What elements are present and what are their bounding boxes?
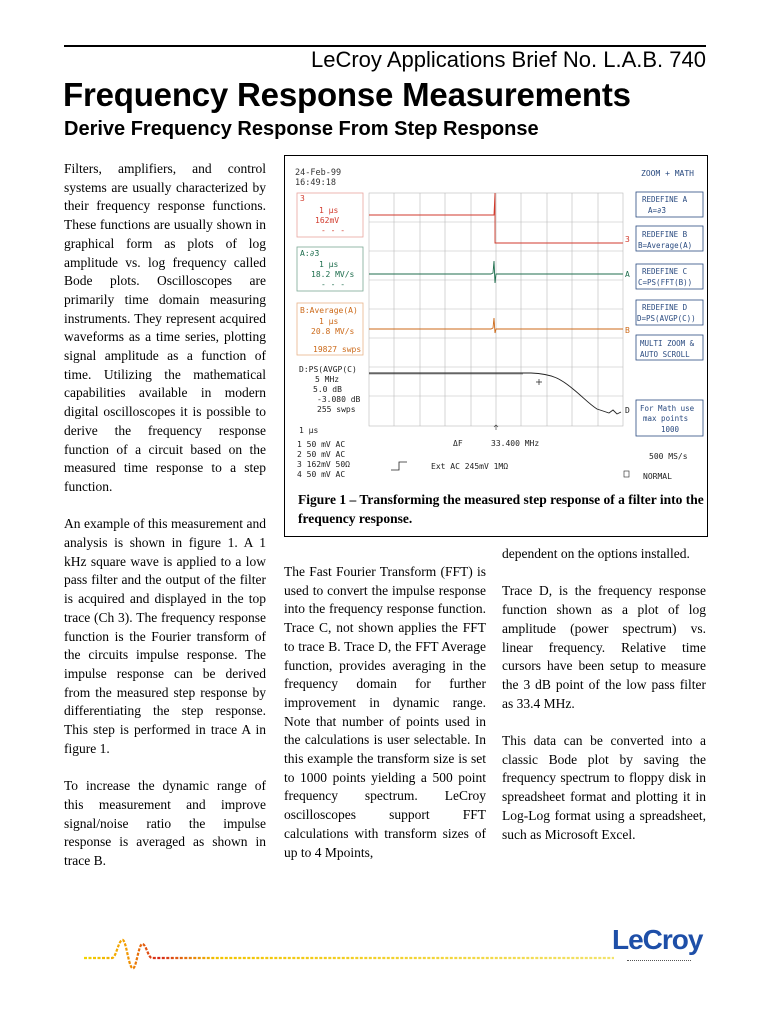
delta-f-label: ΔF — [453, 439, 463, 448]
paragraph: To increase the dynamic range of this measurement and improve signal/noise ratio the impulse response is averaged as shown in trace B. — [64, 778, 266, 868]
svg-text:D=PS(AVGP(C)): D=PS(AVGP(C)) — [637, 314, 696, 323]
svg-text:REDEFINE C: REDEFINE C — [642, 267, 688, 276]
menu-multi-zoom[interactable] — [636, 335, 703, 360]
trace-label-d — [299, 365, 361, 414]
scope-date: 24-Feb-99 — [295, 168, 342, 178]
svg-text:MULTI ZOOM &: MULTI ZOOM & — [640, 339, 695, 348]
trace-d-db: 5.0 dB — [313, 385, 342, 394]
menu-math-points[interactable] — [636, 400, 703, 436]
paragraph: Filters, amplifiers, and control systems are usually characterized by their frequency response functions. These functions are usually shown in graphical form as plots of log amplitude vs. log frequency called Bode plots. Oscilloscopes are primarily time domain measuring instruments. They represent acquired waveforms as a time series, plotting signal amplitude as a function of time. Utilizing the mathematical capabilities available in modern digital oscilloscopes it is possible to derive the frequency response function of a circuit based on the measured time response to a step function. — [64, 161, 266, 494]
channel-4-setting: 4 50 mV AC — [297, 470, 346, 479]
menu-redefine-a[interactable] — [636, 192, 703, 217]
trace-d-label: D:PS(AVGP(C) — [299, 365, 357, 374]
figure-caption: Figure 1 – Transforming the measured step response of a filter into the frequency response. — [298, 492, 704, 526]
delta-f-value: 33.400 MHz — [491, 439, 540, 448]
oscilloscope-screen — [291, 163, 707, 488]
lecroy-logo: LeCroy — [612, 924, 703, 955]
trace-label-b — [297, 303, 363, 355]
channel-2-setting: 2 50 mV AC — [297, 450, 346, 459]
brief-number: LeCroy Applications Brief No. L.A.B. 740 — [311, 47, 706, 72]
paragraph: The Fast Fourier Transform (FFT) is used to convert the impulse response into the frequency response function. Trace C, not shown applies the FFT to trace B. Trace D, the FFT Average function, provides averaging in the frequency domain for further improvement in dynamic range. Note that number of points used in the calculations is user selectable. In this example the transform size is set to 1000 points yielding a 500 point frequency spectrum. LeCroy oscilloscopes support FFT calculations with transform sizes of up to 4 Mpoints, — [284, 564, 486, 860]
trace-d-scale: 5 MHz — [315, 375, 340, 384]
ch3-scale: 162mV — [315, 216, 340, 225]
trace-b-sweeps: 19827 swps — [313, 345, 362, 354]
paragraph: dependent on the options installed. — [502, 546, 690, 561]
trace-a-offset: - - - — [321, 280, 346, 289]
page-title: Frequency Response Measurements — [63, 76, 631, 113]
scope-mode: ZOOM + MATH — [641, 169, 694, 178]
trace-b-marker: B — [625, 326, 630, 335]
channel-1-setting: 1 50 mV AC — [297, 440, 346, 449]
ch3-label: 3 — [300, 194, 305, 203]
page-subtitle: Derive Frequency Response From Step Response — [64, 118, 539, 140]
trace-a-marker: A — [625, 270, 630, 279]
scope-menu — [636, 192, 703, 436]
trace-b-scale: 20.8 MV/s — [311, 327, 355, 336]
svg-text:A=∂̃3: A=∂̃3 — [648, 206, 667, 215]
graticule — [369, 193, 623, 426]
footer-waveform — [84, 934, 614, 974]
cursor-marker — [536, 379, 542, 385]
trace-a-timebase: 1 μs — [319, 260, 339, 269]
menu-redefine-b[interactable] — [636, 226, 703, 251]
column-1 — [64, 160, 266, 889]
trace-d-level: -3.080 dB — [317, 395, 361, 404]
scope-time: 16:49:18 — [295, 178, 336, 188]
paragraph: An example of this measurement and analysis is shown in figure 1. A 1 kHz square wave is applied to a low pass filter and the output of the filter is acquired and displayed in the top trace (Ch 3). The frequency response function is the Fourier transform of the circuits impulse response. The impulse response can be derived from the measured step response by differentiating the step response. This step is performed in trace A in figure 1. — [64, 516, 266, 756]
svg-text:AUTO SCROLL: AUTO SCROLL — [640, 350, 690, 359]
menu-redefine-c[interactable] — [636, 264, 703, 289]
menu-redefine-d[interactable] — [636, 300, 703, 325]
svg-text:REDEFINE B: REDEFINE B — [642, 230, 688, 239]
column-3 — [502, 545, 706, 863]
svg-text:REDEFINE D: REDEFINE D — [642, 303, 688, 312]
trace-a-label: A:∂̃3 — [300, 249, 320, 258]
trigger-edge-icon — [391, 462, 407, 470]
svg-text:B=Average(A): B=Average(A) — [638, 241, 693, 250]
svg-text:max points: max points — [643, 414, 689, 423]
trace-label-a — [297, 247, 363, 291]
timebase-readout: 1 μs — [299, 426, 319, 435]
logo-tagline-mark — [627, 960, 691, 967]
trace-d-marker: D — [625, 406, 630, 415]
paragraph: Trace D, is the frequency response function shown as a plot of log amplitude (power spectrum) vs. linear frequency. Relative time cursors have been setup to measure the 3 dB point of the low pass filter as 33.4 MHz. — [502, 583, 706, 711]
svg-text:1000: 1000 — [661, 425, 680, 434]
trace-d-sweeps: 255 swps — [317, 405, 356, 414]
acq-status: NORMAL — [643, 472, 672, 481]
paragraph: This data can be converted into a classic Bode plot by saving the frequency spectrum to floppy disk in spreadsheet format and plotting it in Log-Log format using a spreadsheet, such as Microsoft Excel. — [502, 733, 706, 842]
channel-3-setting: 3 162mV 50Ω — [297, 460, 350, 469]
column-2 — [284, 563, 486, 881]
sample-rate: 500 MS/s — [649, 452, 688, 461]
trace-a-scale: 18.2 MV/s — [311, 270, 355, 279]
svg-text:C=PS(FFT(B)): C=PS(FFT(B)) — [638, 278, 693, 287]
status-square-icon — [624, 471, 629, 477]
trace-label-ch3 — [297, 193, 363, 237]
trace-b-label: B:Average(A) — [300, 306, 358, 315]
ch3-offset: - - - — [321, 226, 346, 235]
ch3-marker: 3 — [625, 235, 630, 244]
trace-d-spectrum — [369, 373, 621, 414]
trigger-setting: Ext AC 245mV 1MΩ — [431, 462, 509, 471]
svg-text:For Math use: For Math use — [640, 404, 695, 413]
svg-text:REDEFINE A: REDEFINE A — [642, 195, 688, 204]
ch3-timebase: 1 μs — [319, 206, 339, 215]
trace-b-timebase: 1 μs — [319, 317, 339, 326]
waveform-line — [84, 940, 614, 969]
